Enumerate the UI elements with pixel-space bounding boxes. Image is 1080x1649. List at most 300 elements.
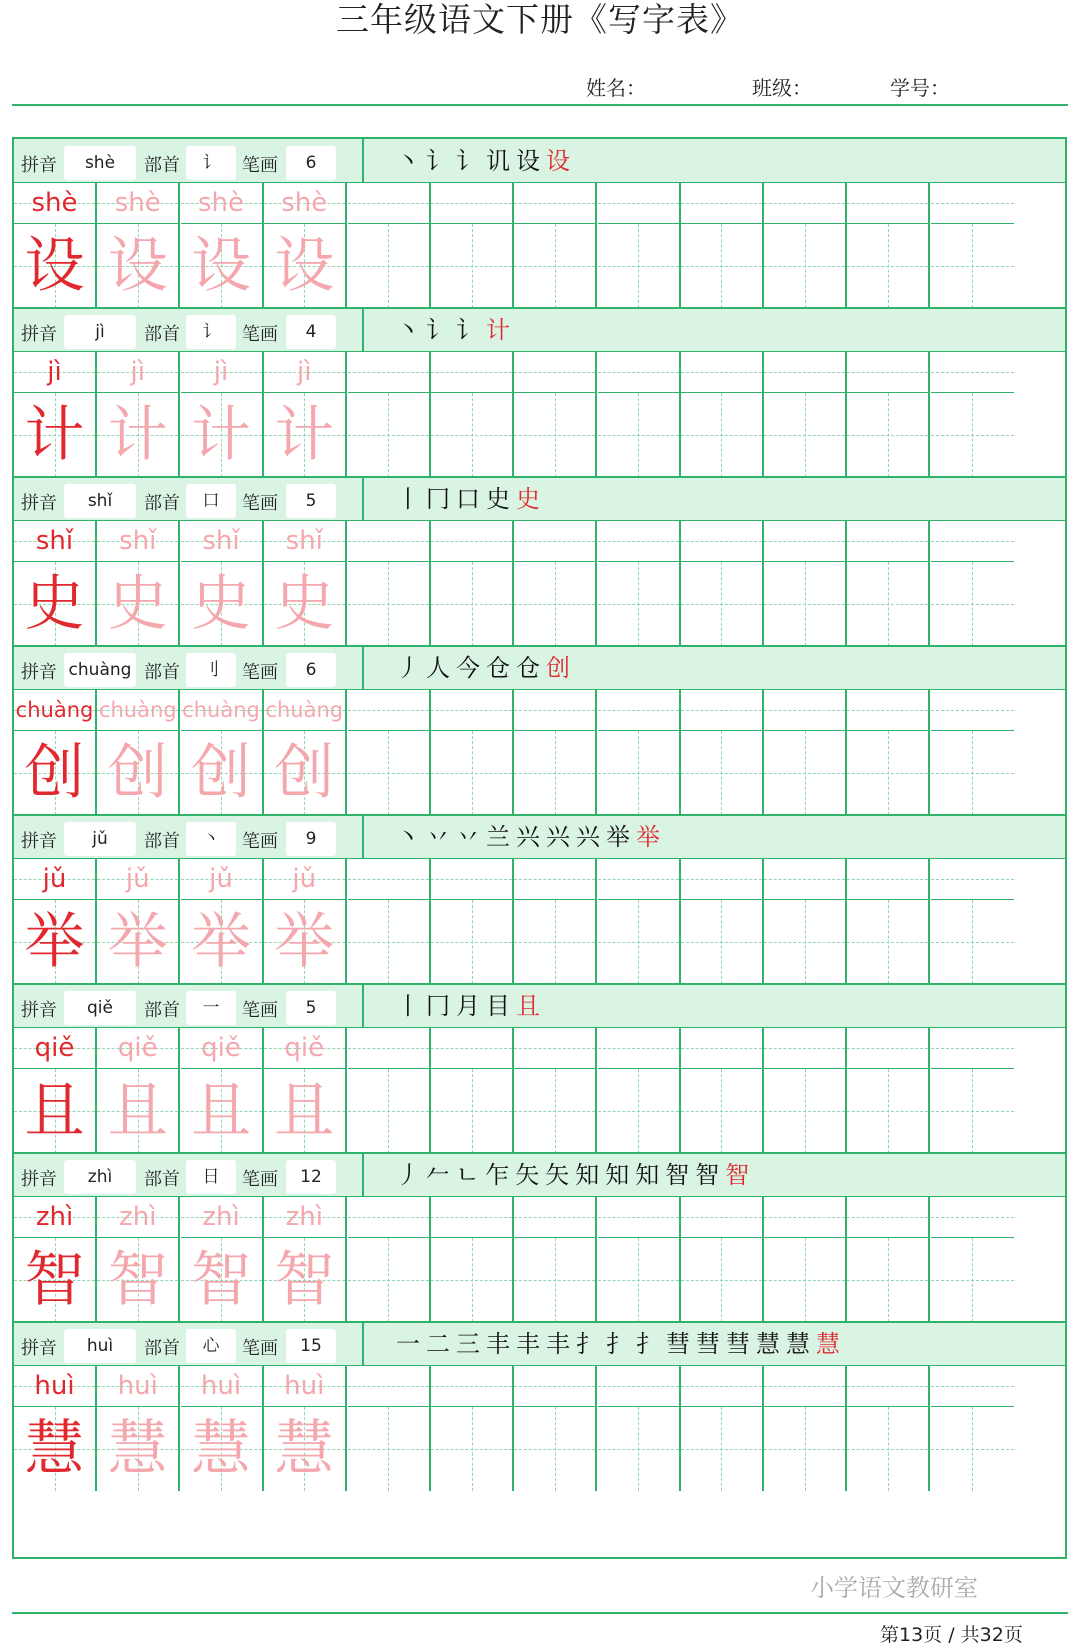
radical-label: 部首 (144, 1169, 180, 1190)
pinyin-cell[interactable] (847, 521, 930, 562)
hanzi-cell[interactable] (847, 393, 930, 477)
hanzi-cell[interactable] (598, 393, 681, 477)
pinyin-model: zhì (35, 1202, 74, 1232)
pinyin-cell (181, 1366, 264, 1407)
hanzi-cell[interactable] (931, 900, 1014, 984)
pinyin-cell[interactable] (931, 1366, 1014, 1407)
hanzi-cell[interactable] (764, 562, 847, 646)
hanzi-cell[interactable] (431, 1238, 514, 1322)
pinyin-cell (264, 521, 347, 562)
pinyin-trace: shè (197, 188, 245, 218)
pinyin-value: zhì (64, 1160, 136, 1194)
hanzi-trace: 计 (191, 400, 251, 470)
hanzi-trace: 慧 (274, 1414, 335, 1484)
pinyin-cell (264, 1197, 347, 1238)
hanzi-cell[interactable] (598, 1238, 681, 1322)
practice-grid (14, 521, 1065, 646)
pinyin-cell[interactable] (598, 1197, 681, 1238)
stroke-step: 慧 (816, 1330, 846, 1358)
pinyin-cell (97, 1366, 180, 1407)
pinyin-cell (181, 521, 264, 562)
stroke-step: 今 (456, 654, 486, 682)
pinyin-cell (14, 1366, 97, 1407)
pinyin-trace: shǐ (202, 526, 240, 556)
pinyin-cell[interactable] (514, 1197, 597, 1238)
radical-value: 心 (186, 1329, 236, 1363)
stroke-step: 丿 (396, 654, 426, 682)
hanzi-cell[interactable] (931, 562, 1014, 646)
pinyin-cell[interactable] (764, 859, 847, 900)
stroke-step: 兴 (546, 823, 576, 851)
strokes-value: 12 (286, 1160, 336, 1194)
stroke-step: 丿 (396, 1161, 426, 1189)
pinyin-cell[interactable] (348, 859, 431, 900)
pinyin-cell[interactable] (847, 690, 930, 731)
hanzi-cell[interactable] (931, 1407, 1014, 1491)
hanzi-trace: 智 (191, 1245, 251, 1315)
hanzi-cell[interactable] (681, 1407, 764, 1491)
character-block (14, 139, 1065, 308)
stroke-step: 史 (486, 485, 516, 513)
hanzi-cell[interactable] (931, 1069, 1014, 1153)
pinyin-cell[interactable] (598, 859, 681, 900)
pinyin-cell[interactable] (514, 859, 597, 900)
pinyin-label: 拼音 (21, 1169, 57, 1190)
character-block (14, 1322, 1065, 1491)
pinyin-cell[interactable] (764, 1197, 847, 1238)
pinyin-cell (14, 352, 97, 393)
hanzi-cell[interactable] (598, 224, 681, 308)
stroke-step: 彗 (666, 1330, 696, 1358)
hanzi-cell[interactable] (764, 1069, 847, 1153)
pinyin-cell[interactable] (847, 1028, 930, 1069)
hanzi-cell[interactable] (514, 1238, 597, 1322)
pinyin-cell[interactable] (598, 1366, 681, 1407)
hanzi-cell[interactable] (764, 1238, 847, 1322)
pinyin-cell[interactable] (931, 859, 1014, 900)
stroke-step: 冂 (426, 485, 456, 513)
stroke-step: 一 (396, 1330, 426, 1358)
hanzi-trace: 创 (191, 738, 251, 808)
hanzi-cell[interactable] (681, 1238, 764, 1322)
hanzi-cell[interactable] (847, 1407, 930, 1491)
pinyin-trace: jì (213, 357, 229, 387)
stroke-step: 𠂉 (426, 1161, 456, 1189)
hanzi-cell[interactable] (847, 224, 930, 308)
hanzi-cell[interactable] (847, 1238, 930, 1322)
hanzi-cell[interactable] (598, 1407, 681, 1491)
hanzi-cell[interactable] (348, 1069, 431, 1153)
hanzi-cell (264, 1407, 347, 1491)
stroke-step: 智 (665, 1161, 696, 1189)
character-block (14, 984, 1065, 1153)
hanzi-cell (14, 900, 97, 984)
pinyin-cell[interactable] (431, 1197, 514, 1238)
hanzi-trace: 史 (274, 569, 335, 639)
hanzi-cell[interactable] (431, 562, 514, 646)
pinyin-cell[interactable] (348, 690, 431, 731)
strokes-label: 笔画 (242, 1169, 278, 1190)
hanzi-cell[interactable] (348, 1238, 431, 1322)
pinyin-trace: shè (281, 188, 328, 218)
strokes-value: 5 (286, 484, 336, 518)
pinyin-cell[interactable] (681, 1197, 764, 1238)
pinyin-cell[interactable] (348, 521, 431, 562)
radical-label: 部首 (144, 1338, 180, 1359)
pinyin-cell[interactable] (431, 1028, 514, 1069)
pinyin-cell[interactable] (931, 690, 1014, 731)
page-number: 第13页 / 共32页 (880, 1624, 1023, 1646)
hanzi-cell[interactable] (931, 224, 1014, 308)
char-info-bar (14, 139, 364, 183)
hanzi-cell[interactable] (598, 562, 681, 646)
pinyin-cell[interactable] (348, 1028, 431, 1069)
pinyin-cell (97, 859, 180, 900)
stroke-order-bar (364, 1153, 1065, 1197)
pinyin-cell (264, 1366, 347, 1407)
pinyin-model: shǐ (35, 526, 74, 556)
hanzi-cell (14, 1069, 97, 1153)
hanzi-cell[interactable] (431, 224, 514, 308)
hanzi-trace: 慧 (107, 1414, 168, 1484)
pinyin-trace: chuàng (265, 698, 344, 722)
pinyin-trace: shǐ (285, 526, 323, 556)
radical-value: 口 (186, 484, 236, 518)
pinyin-cell[interactable] (847, 859, 930, 900)
pinyin-cell[interactable] (514, 1028, 597, 1069)
stroke-step: 讥 (486, 147, 516, 175)
hanzi-cell[interactable] (847, 900, 930, 984)
pinyin-cell[interactable] (514, 690, 597, 731)
pinyin-cell[interactable] (514, 183, 597, 224)
pinyin-cell (97, 1197, 180, 1238)
pinyin-cell (97, 690, 180, 731)
pinyin-cell (181, 690, 264, 731)
stroke-step: 智 (725, 1161, 756, 1189)
stroke-step: 知 (575, 1161, 606, 1189)
practice-grid (14, 859, 1065, 984)
hanzi-cell[interactable] (931, 731, 1014, 815)
header-divider (12, 104, 1068, 106)
stroke-order-bar (364, 139, 1065, 183)
hanzi-cell[interactable] (764, 224, 847, 308)
hanzi-cell[interactable] (681, 900, 764, 984)
hanzi-cell[interactable] (514, 562, 597, 646)
hanzi-cell[interactable] (598, 900, 681, 984)
stroke-step: 丰 (516, 1330, 546, 1358)
stroke-step: 仓 (516, 654, 546, 682)
pinyin-cell[interactable] (681, 183, 764, 224)
stroke-step: 扌 (576, 1330, 606, 1358)
strokes-value: 6 (286, 146, 336, 180)
pinyin-cell[interactable] (598, 521, 681, 562)
pinyin-cell[interactable] (847, 352, 930, 393)
pinyin-cell[interactable] (764, 352, 847, 393)
hanzi-cell[interactable] (847, 731, 930, 815)
hanzi-cell[interactable] (764, 393, 847, 477)
hanzi-cell (97, 900, 180, 984)
hanzi-cell[interactable] (514, 393, 597, 477)
hanzi-cell (264, 900, 347, 984)
hanzi-cell (14, 1407, 97, 1491)
pinyin-cell (97, 1028, 180, 1069)
pinyin-cell[interactable] (681, 690, 764, 731)
pinyin-cell[interactable] (681, 352, 764, 393)
stroke-step: 丰 (546, 1330, 576, 1358)
hanzi-cell (181, 224, 264, 308)
strokes-label: 笔画 (242, 1338, 278, 1359)
hanzi-model: 计 (24, 400, 85, 470)
character-block (14, 815, 1065, 984)
stroke-step: 计 (486, 316, 516, 344)
hanzi-cell[interactable] (681, 562, 764, 646)
stroke-step: 矢 (515, 1161, 546, 1189)
strokes-label: 笔画 (242, 324, 278, 345)
hanzi-cell (181, 1238, 264, 1322)
pinyin-cell[interactable] (514, 1366, 597, 1407)
hanzi-cell[interactable] (348, 731, 431, 815)
pinyin-cell (97, 352, 180, 393)
pinyin-cell[interactable] (348, 1366, 431, 1407)
stroke-step: 举 (636, 823, 666, 851)
pinyin-model: huì (34, 1371, 75, 1401)
strokes-label: 笔画 (242, 155, 278, 176)
hanzi-model: 举 (24, 907, 85, 977)
hanzi-cell[interactable] (431, 1407, 514, 1491)
hanzi-trace: 举 (191, 907, 251, 977)
stroke-step: 丷 (426, 823, 456, 851)
stroke-step: 仓 (486, 654, 516, 682)
pinyin-value: shǐ (64, 484, 136, 518)
pinyin-cell (14, 1197, 97, 1238)
pinyin-cell[interactable] (931, 183, 1014, 224)
pinyin-cell[interactable] (931, 1028, 1014, 1069)
pinyin-cell[interactable] (764, 521, 847, 562)
hanzi-trace: 设 (107, 231, 168, 301)
pinyin-cell[interactable] (431, 1366, 514, 1407)
pinyin-cell[interactable] (847, 1197, 930, 1238)
char-info-bar (14, 815, 364, 859)
hanzi-cell[interactable] (598, 731, 681, 815)
pinyin-cell[interactable] (598, 352, 681, 393)
hanzi-cell[interactable] (514, 224, 597, 308)
pinyin-cell (264, 1028, 347, 1069)
pinyin-cell[interactable] (514, 521, 597, 562)
pinyin-cell (14, 1028, 97, 1069)
pinyin-trace: huì (117, 1371, 158, 1401)
pinyin-cell[interactable] (431, 859, 514, 900)
hanzi-cell (14, 393, 97, 477)
hanzi-trace: 计 (107, 400, 168, 470)
pinyin-value: chuàng (64, 653, 136, 687)
hanzi-cell[interactable] (514, 1407, 597, 1491)
radical-value: 刂 (186, 653, 236, 687)
hanzi-cell[interactable] (681, 393, 764, 477)
pinyin-cell[interactable] (681, 521, 764, 562)
hanzi-cell[interactable] (431, 900, 514, 984)
pinyin-cell[interactable] (764, 1028, 847, 1069)
stroke-step: 知 (635, 1161, 666, 1189)
practice-grid (14, 1366, 1065, 1491)
hanzi-cell (264, 393, 347, 477)
hanzi-cell[interactable] (681, 731, 764, 815)
pinyin-cell[interactable] (681, 859, 764, 900)
stroke-step: 彗 (696, 1330, 726, 1358)
hanzi-cell[interactable] (348, 393, 431, 477)
page-title: 三年级语文下册《写字表》 (336, 0, 744, 39)
class-label: 班级： (752, 76, 812, 100)
pinyin-cell[interactable] (931, 521, 1014, 562)
hanzi-cell[interactable] (681, 1069, 764, 1153)
pinyin-value: huì (64, 1329, 136, 1363)
hanzi-cell (264, 224, 347, 308)
pinyin-trace: jǔ (292, 864, 317, 894)
pinyin-cell[interactable] (847, 183, 930, 224)
stroke-step: 智 (695, 1161, 726, 1189)
hanzi-cell[interactable] (598, 1069, 681, 1153)
radical-value: 一 (186, 991, 236, 1025)
hanzi-cell[interactable] (931, 1238, 1014, 1322)
hanzi-cell[interactable] (764, 900, 847, 984)
pinyin-cell[interactable] (348, 183, 431, 224)
hanzi-cell[interactable] (764, 731, 847, 815)
pinyin-cell[interactable] (431, 352, 514, 393)
pinyin-cell[interactable] (681, 1028, 764, 1069)
radical-value: 讠 (186, 315, 236, 349)
pinyin-cell[interactable] (764, 690, 847, 731)
pinyin-cell (264, 859, 347, 900)
char-info-bar (14, 1153, 364, 1197)
hanzi-cell[interactable] (514, 900, 597, 984)
pinyin-trace: zhì (285, 1202, 323, 1232)
pinyin-trace: shǐ (119, 526, 157, 556)
hanzi-cell (181, 900, 264, 984)
pinyin-cell[interactable] (764, 183, 847, 224)
character-block (14, 1153, 1065, 1322)
hanzi-cell (264, 731, 347, 815)
pinyin-cell[interactable] (598, 690, 681, 731)
pinyin-cell[interactable] (764, 1366, 847, 1407)
hanzi-cell (97, 562, 180, 646)
stroke-step: 二 (426, 1330, 456, 1358)
pinyin-cell (14, 690, 97, 731)
student-fields (0, 72, 1080, 100)
hanzi-cell (97, 224, 180, 308)
strokes-label: 笔画 (242, 493, 278, 514)
stroke-step: ㄴ (456, 1161, 486, 1189)
hanzi-cell[interactable] (514, 731, 597, 815)
hanzi-cell[interactable] (348, 900, 431, 984)
stroke-step: 讠 (426, 316, 456, 344)
hanzi-cell (264, 1238, 347, 1322)
radical-label: 部首 (144, 1000, 180, 1021)
hanzi-model: 史 (24, 569, 85, 639)
pinyin-cell (181, 1028, 264, 1069)
hanzi-cell[interactable] (514, 1069, 597, 1153)
pinyin-trace: chuàng (98, 698, 177, 722)
pinyin-label: 拼音 (21, 324, 57, 345)
pinyin-cell[interactable] (931, 352, 1014, 393)
name-label: 姓名： (586, 76, 646, 100)
pinyin-value: jǔ (64, 822, 136, 856)
pinyin-cell[interactable] (431, 183, 514, 224)
pinyin-cell[interactable] (598, 183, 681, 224)
radical-label: 部首 (144, 155, 180, 176)
hanzi-cell[interactable] (431, 731, 514, 815)
hanzi-cell (97, 731, 180, 815)
pinyin-trace: jǔ (209, 864, 233, 894)
pinyin-label: 拼音 (21, 155, 57, 176)
pinyin-cell[interactable] (431, 690, 514, 731)
stroke-step: 且 (516, 992, 546, 1020)
pinyin-cell[interactable] (431, 521, 514, 562)
pinyin-cell[interactable] (514, 352, 597, 393)
pinyin-cell (97, 521, 180, 562)
pinyin-value: jì (64, 315, 136, 349)
pinyin-model: jì (47, 357, 62, 387)
stroke-step: 冂 (426, 992, 456, 1020)
stroke-step: 讠 (426, 147, 456, 175)
hanzi-model: 慧 (24, 1414, 85, 1484)
hanzi-cell (181, 1069, 264, 1153)
hanzi-cell[interactable] (348, 224, 431, 308)
strokes-value: 4 (286, 315, 336, 349)
watermark: 小学语文教研室 (810, 1574, 978, 1602)
char-info-bar (14, 646, 364, 690)
hanzi-cell (14, 562, 97, 646)
hanzi-cell[interactable] (681, 224, 764, 308)
pinyin-cell[interactable] (598, 1028, 681, 1069)
hanzi-cell[interactable] (764, 1407, 847, 1491)
hanzi-cell[interactable] (847, 562, 930, 646)
pinyin-cell[interactable] (931, 1197, 1014, 1238)
stroke-order-bar (364, 477, 1065, 521)
hanzi-trace: 举 (107, 907, 168, 977)
pinyin-label: 拼音 (21, 831, 57, 852)
stroke-order-bar (364, 646, 1065, 690)
hanzi-trace: 设 (274, 231, 335, 301)
pinyin-cell[interactable] (348, 352, 431, 393)
hanzi-cell[interactable] (348, 562, 431, 646)
stroke-step: 讠 (456, 316, 486, 344)
hanzi-trace: 设 (191, 231, 251, 301)
pinyin-trace: zhì (202, 1202, 240, 1232)
strokes-value: 5 (286, 991, 336, 1025)
pinyin-cell (181, 352, 264, 393)
stroke-step: 丰 (486, 1330, 516, 1358)
char-info-bar (14, 984, 364, 1028)
hanzi-cell (181, 731, 264, 815)
hanzi-trace: 计 (274, 400, 335, 470)
pinyin-cell[interactable] (348, 1197, 431, 1238)
pinyin-cell (181, 183, 264, 224)
pinyin-trace: qiě (201, 1033, 241, 1063)
pinyin-cell[interactable] (681, 1366, 764, 1407)
pinyin-cell (14, 521, 97, 562)
practice-grid (14, 352, 1065, 477)
practice-grid (14, 690, 1065, 815)
hanzi-cell[interactable] (431, 1069, 514, 1153)
strokes-value: 15 (286, 1329, 336, 1363)
pinyin-cell[interactable] (847, 1366, 930, 1407)
hanzi-cell[interactable] (847, 1069, 930, 1153)
hanzi-cell[interactable] (348, 1407, 431, 1491)
char-info-bar (14, 477, 364, 521)
stroke-order-bar (364, 308, 1065, 352)
strokes-label: 笔画 (242, 1000, 278, 1021)
hanzi-cell[interactable] (431, 393, 514, 477)
hanzi-cell[interactable] (931, 393, 1014, 477)
